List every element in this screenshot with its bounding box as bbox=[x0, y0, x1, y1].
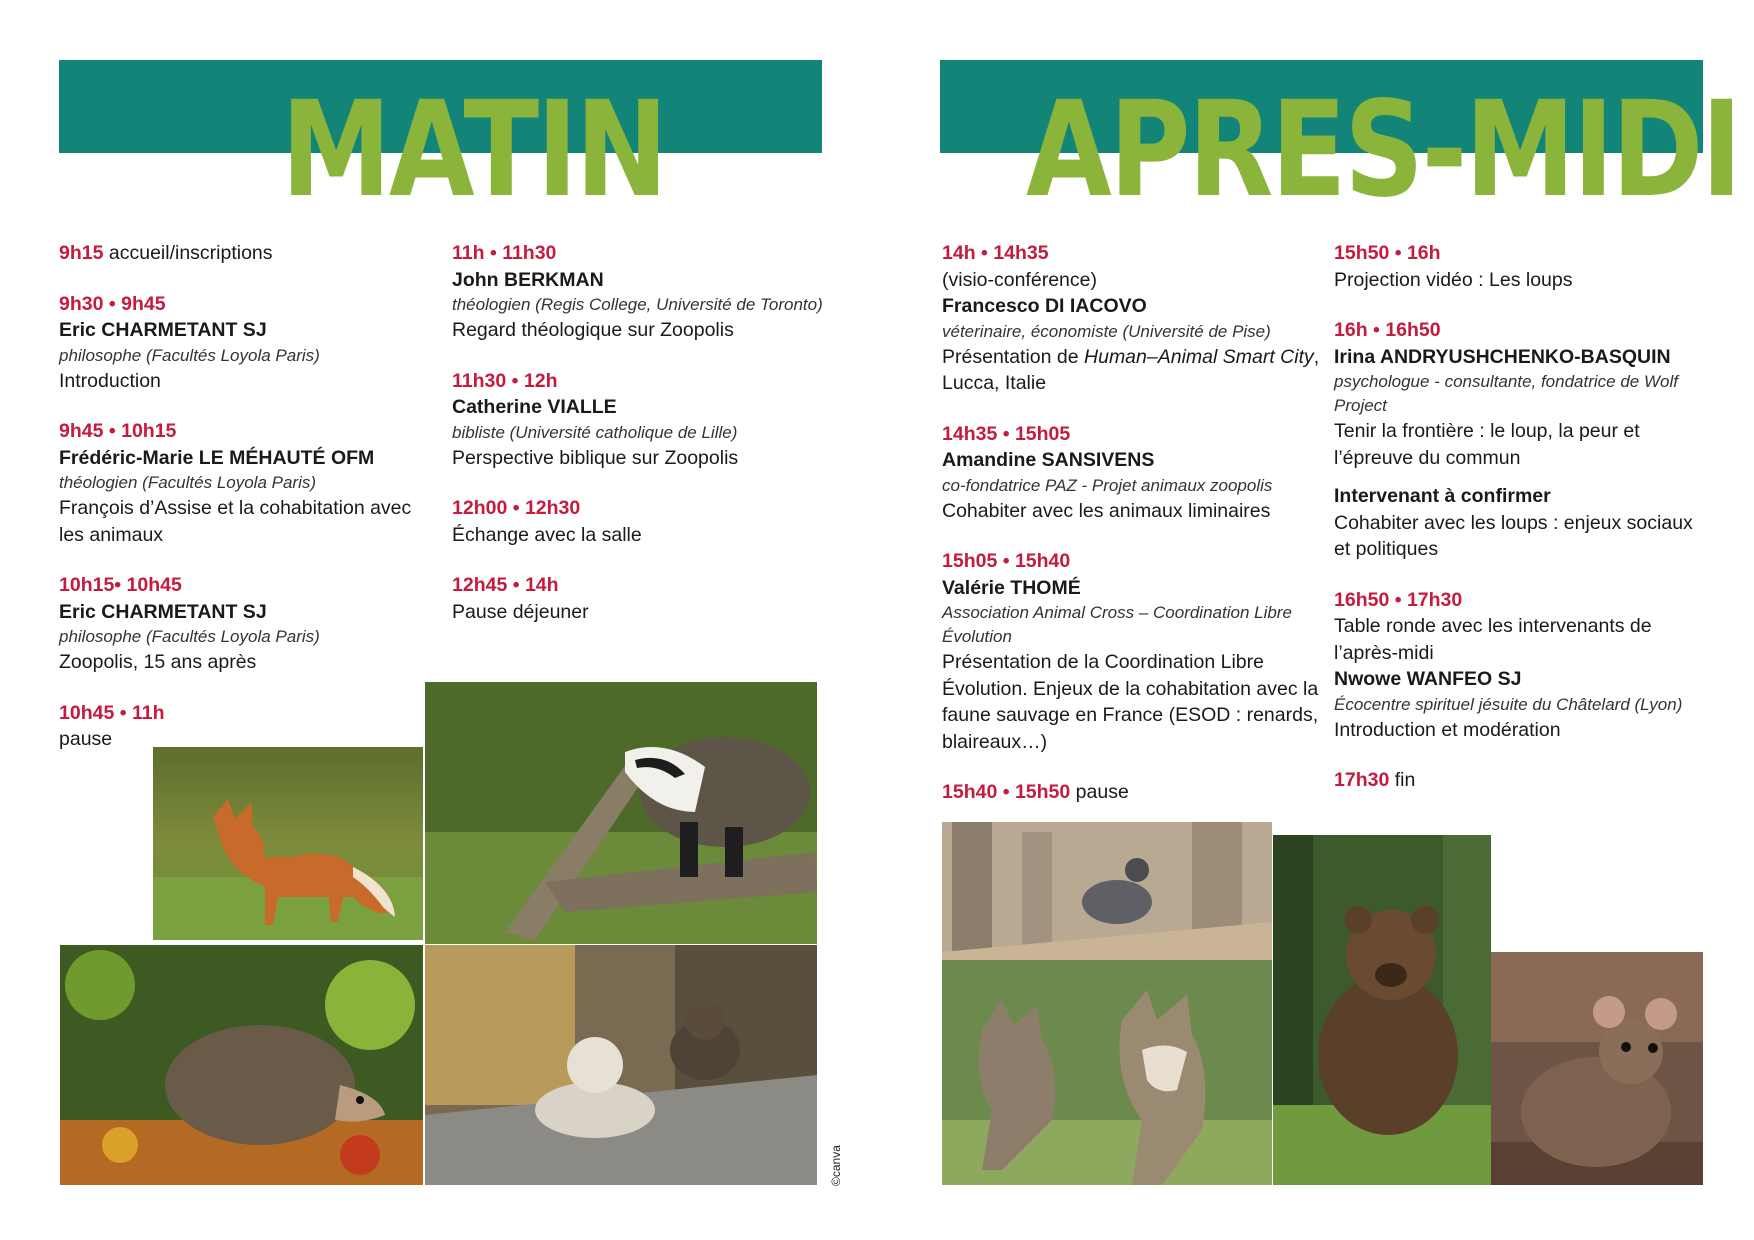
schedule-item bbox=[1334, 240, 1709, 293]
schedule-time: 9h30 • 9h45 bbox=[59, 292, 166, 315]
schedule-description: pause bbox=[1075, 781, 1129, 803]
speaker-name: Catherine VIALLE bbox=[452, 396, 617, 418]
schedule-item bbox=[1334, 317, 1709, 563]
talk-title-part: , Lucca, Italie bbox=[942, 345, 1320, 394]
schedule-description: Pause déjeuner bbox=[452, 600, 589, 623]
talk-title: Zoopolis, 15 ans après bbox=[59, 651, 257, 673]
badger-photo bbox=[425, 682, 817, 944]
speaker-name: Eric CHARMETANT SJ bbox=[59, 319, 267, 341]
wolves-photo bbox=[942, 960, 1272, 1185]
schedule-item bbox=[1334, 767, 1709, 794]
schedule-description: Échange avec la salle bbox=[452, 523, 642, 546]
speaker-name: Amandine SANSIVENS bbox=[942, 449, 1155, 471]
schedule-item bbox=[452, 572, 832, 625]
schedule-item bbox=[59, 700, 439, 753]
matin-column-2 bbox=[452, 240, 832, 649]
matin-column-1 bbox=[59, 240, 439, 777]
schedule-item bbox=[942, 779, 1327, 806]
schedule-time: 11h • 11h30 bbox=[452, 242, 557, 264]
schedule-time: 15h50 • 16h bbox=[1334, 242, 1441, 264]
speaker-role: philosophe (Facultés Loyola Paris) bbox=[59, 627, 320, 646]
schedule-item bbox=[942, 548, 1327, 755]
speaker-role: Écocentre spirituel jésuite du Châtelard (Lyon) bbox=[1334, 694, 1683, 714]
speaker-name: Eric CHARMETANT SJ bbox=[59, 600, 267, 623]
schedule-item bbox=[452, 495, 832, 548]
hedgehog-photo bbox=[60, 945, 423, 1185]
photo-credit: ©canva bbox=[829, 1145, 843, 1186]
talk-title: Présentation de la Coordination Libre Évolution. Enjeux de la cohabitation avec la faune sauvage en France (ESOD : renards, blaireaux…) bbox=[942, 651, 1319, 753]
schedule-time: 10h45 • 11h bbox=[59, 701, 165, 724]
schedule-time: 15h05 • 15h40 bbox=[942, 550, 1071, 572]
schedule-time: 12h45 • 14h bbox=[452, 574, 559, 596]
schedule-item bbox=[59, 572, 439, 676]
schedule-description: accueil/inscriptions bbox=[108, 242, 273, 264]
speaker-role: co-fondatrice PAZ - Projet animaux zoopolis bbox=[942, 475, 1273, 495]
talk-title: François d’Assise et la cohabitation avec les animaux bbox=[59, 497, 412, 546]
talk-title: Tenir la frontière : le loup, la peur et l’épreuve du commun bbox=[1334, 420, 1640, 469]
speaker-name: Frédéric-Marie LE MÉHAUTÉ OFM bbox=[59, 446, 375, 469]
schedule-time: 14h35 • 15h05 bbox=[942, 422, 1071, 445]
fox-photo bbox=[153, 747, 423, 940]
talk-title-part: Présentation de bbox=[942, 345, 1085, 368]
speaker-name: John BERKMAN bbox=[452, 268, 604, 291]
schedule-item bbox=[59, 418, 439, 548]
schedule-time: 17h30 bbox=[1334, 769, 1390, 791]
rat-photo bbox=[1491, 952, 1703, 1185]
speaker-role: philosophe (Facultés Loyola Paris) bbox=[59, 345, 320, 365]
matin-title: MATIN bbox=[281, 73, 666, 227]
schedule-time: 15h40 • 15h50 bbox=[942, 781, 1071, 803]
pigeon-photo bbox=[942, 822, 1272, 960]
speaker-role: bibliste (Université catholique de Lille) bbox=[452, 422, 738, 442]
schedule-description: fin bbox=[1394, 769, 1416, 791]
apres-midi-title: APRES-MIDI bbox=[1026, 73, 1740, 227]
talk-title bbox=[942, 344, 1327, 397]
talk-title: Cohabiter avec les animaux liminaires bbox=[942, 499, 1271, 522]
schedule-time: 16h • 16h50 bbox=[1334, 319, 1441, 341]
talk-title: Perspective biblique sur Zoopolis bbox=[452, 446, 739, 469]
apres-midi-column-1 bbox=[942, 240, 1327, 830]
cats-photo bbox=[425, 945, 817, 1185]
schedule-time: 10h15• 10h45 bbox=[59, 574, 182, 596]
schedule-description: Projection vidéo : Les loups bbox=[1334, 268, 1573, 291]
speaker-role: véterinaire, économiste (Université de Pise) bbox=[942, 321, 1271, 341]
schedule-item bbox=[942, 421, 1327, 525]
schedule-time: 16h50 • 17h30 bbox=[1334, 588, 1463, 611]
bear-photo bbox=[1273, 835, 1491, 1185]
speaker-role: psychologue - consultante, fondatrice de Wolf Project bbox=[1334, 372, 1678, 415]
talk-title: Regard théologique sur Zoopolis bbox=[452, 319, 734, 341]
talk-title: Introduction bbox=[59, 369, 161, 392]
schedule-description: Table ronde avec les intervenants de l’après-midi bbox=[1334, 615, 1652, 664]
schedule-item bbox=[452, 240, 832, 344]
speaker-name: Francesco DI IACOVO bbox=[942, 295, 1147, 317]
schedule-item bbox=[942, 240, 1327, 397]
schedule-item bbox=[1334, 587, 1709, 744]
speaker-name: Nwowe WANFEO SJ bbox=[1334, 668, 1522, 690]
schedule-item bbox=[59, 291, 439, 395]
schedule-time: 11h30 • 12h bbox=[452, 369, 558, 392]
schedule-time: 12h00 • 12h30 bbox=[452, 497, 581, 519]
schedule-description: pause bbox=[59, 728, 113, 750]
schedule-time: 9h15 bbox=[59, 242, 104, 264]
speaker-name: Intervenant à confirmer bbox=[1334, 485, 1551, 507]
speaker-name: Irina ANDRYUSHCHENKO-BASQUIN bbox=[1334, 345, 1671, 368]
apres-midi-column-2 bbox=[1334, 240, 1709, 818]
talk-title: Cohabiter avec les loups : enjeux sociaux et politiques bbox=[1334, 511, 1693, 560]
schedule-time: 9h45 • 10h15 bbox=[59, 420, 177, 442]
schedule-item bbox=[59, 240, 439, 267]
schedule-time: 14h • 14h35 bbox=[942, 242, 1049, 264]
schedule-item bbox=[452, 368, 832, 472]
speaker-role: théologien (Regis College, Université de Toronto) bbox=[452, 295, 823, 314]
speaker-role: Association Animal Cross – Coordination Libre Évolution bbox=[942, 603, 1292, 646]
talk-title: Introduction et modération bbox=[1334, 718, 1561, 741]
speaker-role: théologien (Facultés Loyola Paris) bbox=[59, 473, 317, 492]
session-note: (visio-conférence) bbox=[942, 268, 1097, 291]
speaker-name: Valérie THOMÉ bbox=[942, 576, 1081, 599]
talk-title-project: Human–Animal Smart City bbox=[1084, 345, 1314, 368]
